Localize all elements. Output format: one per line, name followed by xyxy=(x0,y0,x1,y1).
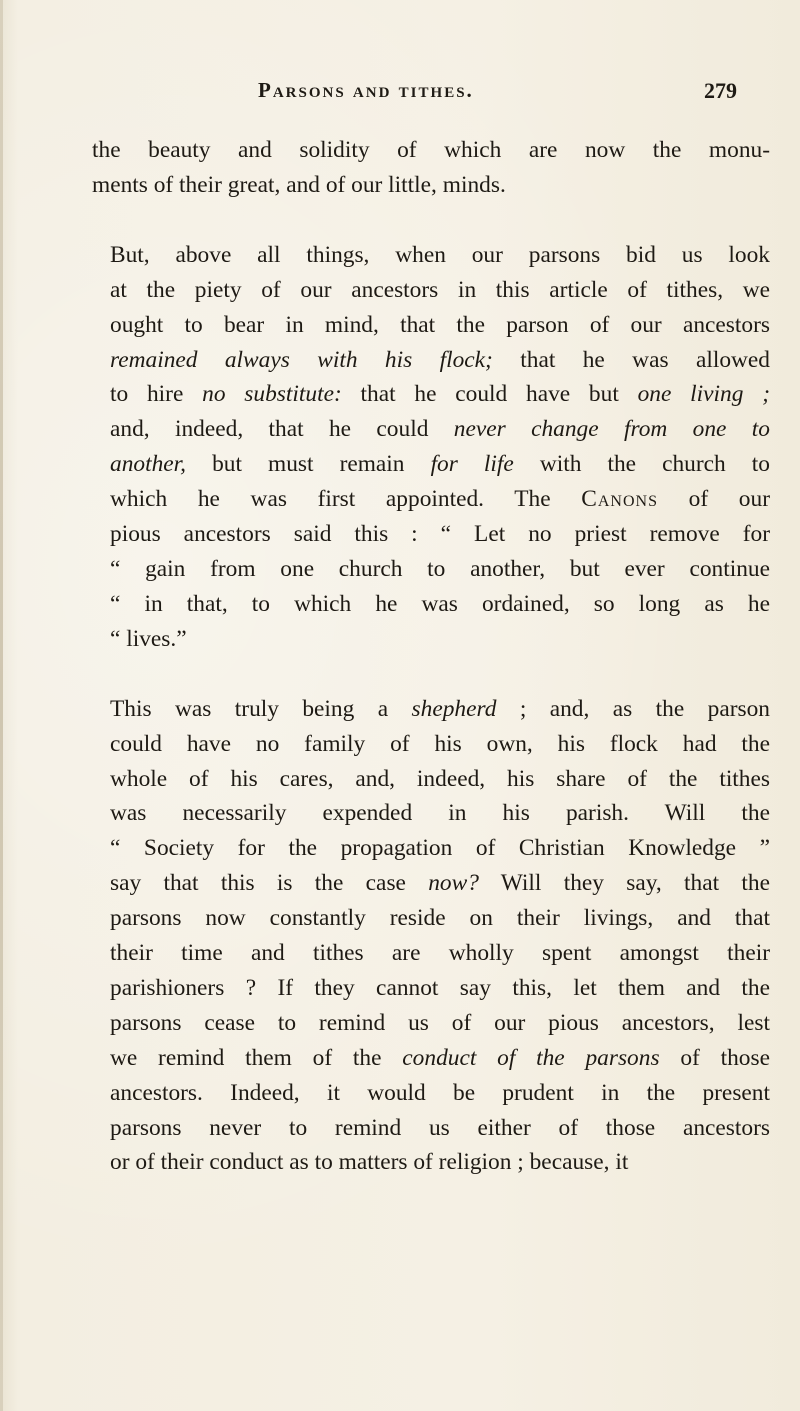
text-run: but must remain xyxy=(186,451,431,478)
text-run: ments of their great, and of our little, minds. xyxy=(92,171,506,198)
text-run: could have no family of his own, his flock had the xyxy=(110,730,770,757)
text-run: “ Society for the propagation of Christian Knowledge ” xyxy=(110,835,770,862)
paragraph xyxy=(92,692,770,1181)
text-run: was necessarily expended in his parish. Will the xyxy=(110,800,770,827)
paragraph xyxy=(92,238,770,657)
text-run: parsons now constantly reside on their livings, and that xyxy=(110,905,770,932)
page-gutter xyxy=(0,0,3,1411)
running-title: Parsons and tithes. xyxy=(258,78,474,102)
text-line xyxy=(92,273,770,308)
text-run: Will they say, that the xyxy=(478,870,770,897)
italic-text: another, xyxy=(110,451,187,478)
italic-text: shepherd xyxy=(411,695,497,722)
text-run: that he was allowed xyxy=(492,346,770,373)
text-line xyxy=(92,866,770,901)
text-run: that he could have but xyxy=(341,381,638,408)
text-line xyxy=(92,622,770,657)
text-run: their time and tithes are wholly spent amongst their xyxy=(110,940,770,967)
paragraph xyxy=(92,133,770,203)
text-line xyxy=(92,447,770,482)
text-run: to hire xyxy=(110,381,203,408)
text-line xyxy=(92,936,770,971)
text-run: This was truly being a xyxy=(110,695,412,722)
text-line xyxy=(92,692,770,727)
text-line xyxy=(92,517,770,552)
text-line xyxy=(92,377,770,412)
text-run: whole of his cares, and, indeed, his share of the tithes xyxy=(110,765,770,792)
text-run: of those xyxy=(659,1044,770,1071)
text-run: But, above all things, when our parsons bid us look xyxy=(110,241,770,268)
italic-text: now? xyxy=(428,870,479,897)
italic-text: never change from one to xyxy=(453,416,770,443)
italic-text: conduct of the parsons xyxy=(402,1044,660,1071)
italic-text: for life xyxy=(430,451,514,478)
small-caps-text: Canons xyxy=(581,486,658,513)
text-run: “ gain from one church to another, but ever continue xyxy=(110,555,770,582)
italic-text: remained always with his flock; xyxy=(110,346,493,373)
text-line xyxy=(92,412,770,447)
text-run: pious ancestors said this : “ Let no priest remove for xyxy=(110,521,770,548)
page-number: 279 xyxy=(704,78,737,103)
text-line xyxy=(92,482,770,517)
text-line xyxy=(92,168,770,203)
text-line xyxy=(92,796,770,831)
text-line xyxy=(92,831,770,866)
text-run: “ lives.” xyxy=(110,625,187,652)
text-line xyxy=(92,552,770,587)
text-run: ; and, as the parson xyxy=(496,695,770,722)
italic-text: no substitute: xyxy=(202,381,342,408)
text-line xyxy=(92,1076,770,1111)
text-run: or of their conduct as to matters of religion ; because, it xyxy=(110,1149,629,1176)
text-run: the beauty and solidity of which are now the monu- xyxy=(92,137,770,163)
text-run: parishioners ? If they cannot say this, let them and the xyxy=(110,974,770,1001)
text-run: say that this is the case xyxy=(110,870,429,897)
text-run: at the piety of our ancestors in this article of tithes, we xyxy=(110,276,770,303)
text-run: of our xyxy=(658,486,770,513)
text-run: parsons never to remind us either of those ancestors xyxy=(110,1114,770,1141)
text-line xyxy=(92,901,770,936)
text-line xyxy=(92,343,770,378)
text-run: ought to bear in mind, that the parson of our ancestors xyxy=(110,311,770,338)
text-line xyxy=(92,971,770,1006)
text-run: we remind them of the xyxy=(110,1044,403,1071)
text-line xyxy=(92,762,770,797)
text-line xyxy=(92,1145,770,1180)
body-text xyxy=(92,133,770,1180)
text-line xyxy=(92,238,770,273)
text-line xyxy=(92,1111,770,1146)
text-run: ancestors. Indeed, it would be prudent in the present xyxy=(110,1079,770,1106)
italic-text: one living ; xyxy=(637,381,770,408)
text-run: parsons cease to remind us of our pious ancestors, lest xyxy=(110,1009,770,1036)
text-run: with the church to xyxy=(513,451,770,478)
text-line xyxy=(92,133,770,168)
text-line xyxy=(92,1006,770,1041)
text-run: and, indeed, that he could xyxy=(110,416,454,443)
text-line xyxy=(92,1041,770,1076)
text-line xyxy=(92,308,770,343)
text-run: “ in that, to which he was ordained, so long as he xyxy=(110,590,770,617)
text-line xyxy=(92,727,770,762)
text-line xyxy=(92,587,770,622)
text-run: which he was first appointed. The xyxy=(110,486,582,513)
